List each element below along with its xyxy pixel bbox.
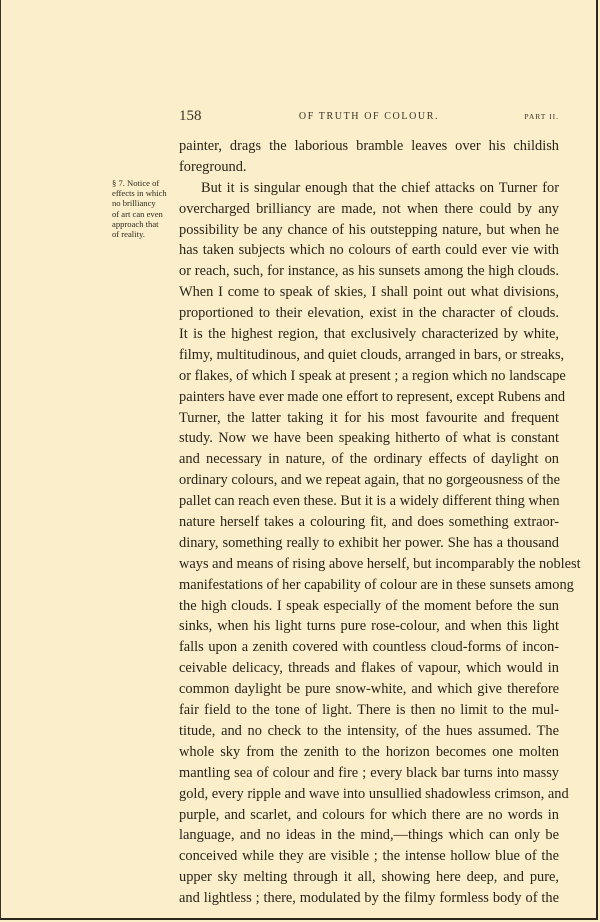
- marginal-note: [112, 178, 174, 239]
- marginal-note-line: effects in which: [112, 188, 167, 199]
- text-line: fair field to the tone of light. There is then no limit to the mul-: [179, 702, 559, 719]
- text-line: common daylight be pure snow-white, and which give therefore: [179, 681, 559, 698]
- text-line: dinary, something really to exhibit her power. She has a thousand: [179, 534, 559, 551]
- text-line: It is the highest region, that exclusively characterized by white,: [179, 326, 559, 343]
- text-line: nature herself takes a colouring fit, and does something extraor-: [179, 514, 559, 531]
- text-line: possibility be any chance of his outstepping nature, but when he: [179, 221, 559, 238]
- text-line: or reach, such, for instance, as his sunsets among the high clouds.: [179, 263, 559, 280]
- text-line: has taken subjects which no colours of earth could ever vie with: [179, 242, 559, 259]
- marginal-note-line: of art can even: [112, 208, 163, 219]
- running-title: OF TRUTH OF COLOUR.: [298, 111, 440, 122]
- text-line: upper sky melting through it all, showing here deep, and pure,: [179, 869, 559, 886]
- page-header: [179, 108, 559, 128]
- body-text: [179, 136, 581, 909]
- text-line: or flakes, of which I speak at present ; a region which no landscape: [179, 367, 566, 384]
- text-line: filmy, multitudinous, and quiet clouds, arranged in bars, or streaks,: [179, 346, 565, 363]
- text-line: gold, every ripple and wave into unsullied shadowless crimson, and: [179, 785, 569, 802]
- marginal-note-line: § 7. Notice of: [112, 178, 160, 188]
- text-line: proportioned to their elevation, exist in the character of clouds.: [179, 305, 559, 322]
- text-line: ordinary colours, and we repeat again, that no gorgeousness of the: [179, 472, 560, 489]
- text-line: study. Now we have been speaking hitherto of what is constant: [179, 430, 559, 447]
- text-line: mantling sea of colour and fire ; every black bar turns into massy: [179, 764, 559, 781]
- text-line: falls upon a zenith covered with countless cloud-forms of incon-: [179, 639, 559, 656]
- text-line: sinks, when his light turns pure rose-colour, and when this light: [179, 618, 559, 635]
- text-line: painter, drags the laborious bramble leaves over his childish: [179, 138, 559, 154]
- text-line: painters have ever made one effort to represent, except Rubens and: [179, 388, 566, 405]
- text-line: the high clouds. I speak especially of the moment before the sun: [179, 597, 559, 614]
- text-line: language, and no ideas in the mind,—things which can only be: [179, 827, 559, 844]
- text-line: When I come to speak of skies, I shall point out what divisions,: [179, 284, 559, 301]
- text-line: pallet can reach even these. But it is a widely different thing when: [179, 493, 560, 510]
- text-line: conceived while they are visible ; the intense hollow blue of the: [179, 848, 559, 865]
- text-line: But it is singular enough that the chief attacks on Turner for: [201, 179, 559, 196]
- text-line: purple, and scarlet, and colours for which there are no words in: [179, 806, 559, 823]
- text-line: ceivable delicacy, threads and flakes of vapour, which would in: [179, 660, 559, 677]
- text-line: manifestations of her capability of colour are in these sunsets among: [179, 576, 574, 593]
- text-line: ways and means of rising above herself, but incomparably the noblest: [179, 555, 581, 572]
- text-line: foreground.: [179, 158, 247, 175]
- marginal-note-line: of reality.: [112, 229, 145, 240]
- text-line: and lightless ; there, modulated by the filmy formless body of the: [179, 890, 559, 907]
- marginal-note-line: approach that: [112, 218, 159, 229]
- text-line: Turner, the latter taking it for his most favourite and frequent: [179, 409, 559, 426]
- part-label: PART II.: [524, 112, 559, 121]
- text-line: titude, and no check to the intensity, of the hues assumed. The: [179, 722, 559, 739]
- marginal-note-line: no brilliancy: [112, 198, 156, 209]
- page-number: 158: [179, 108, 202, 124]
- text-line: and necessary in nature, of the ordinary effects of daylight on: [179, 451, 559, 468]
- text-line: overcharged brilliancy are made, not when there could by any: [179, 200, 559, 217]
- text-line: whole sky from the zenith to the horizon becomes one molten: [179, 743, 559, 760]
